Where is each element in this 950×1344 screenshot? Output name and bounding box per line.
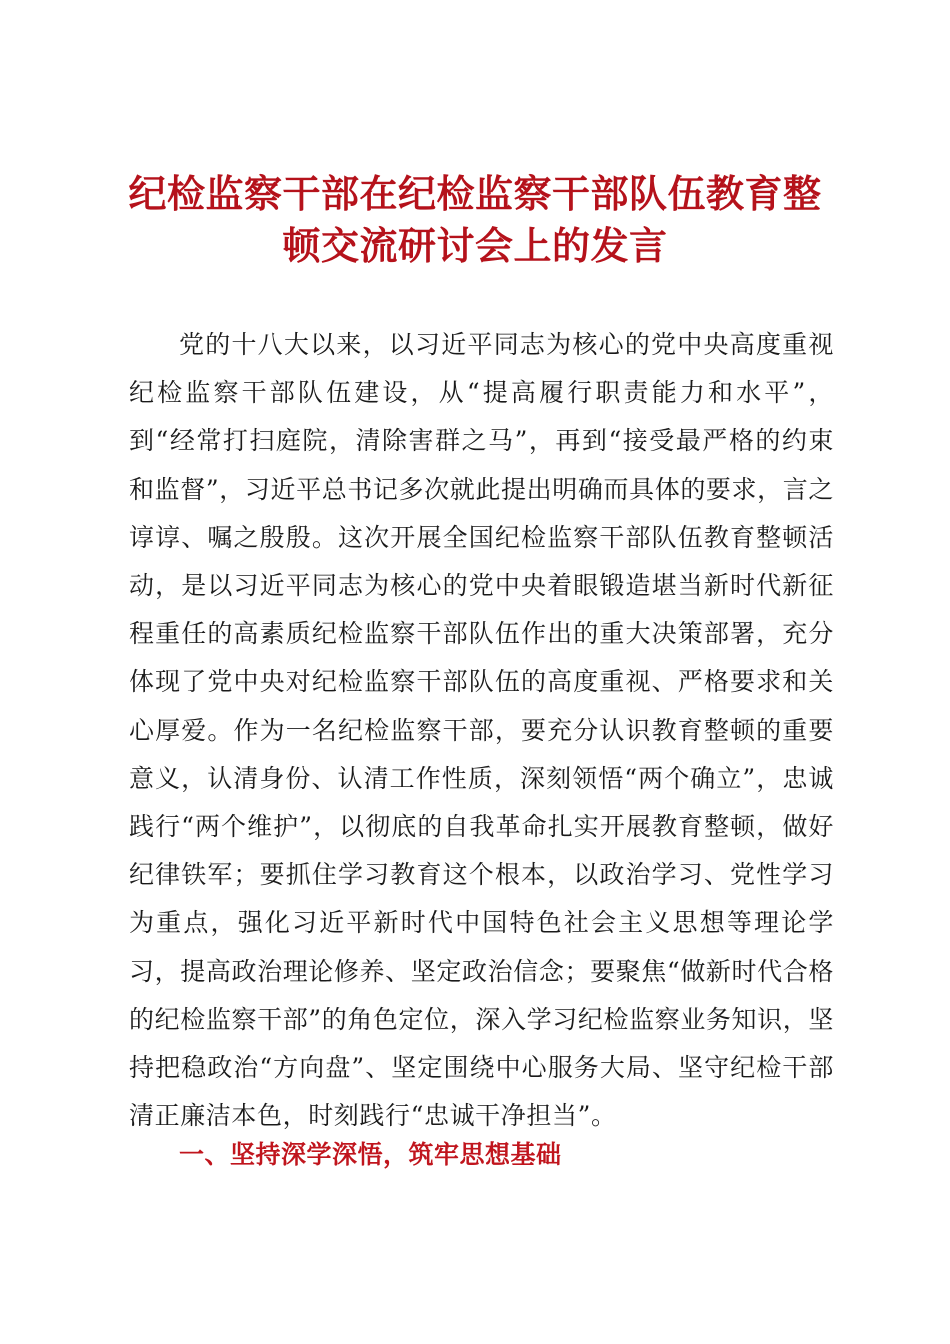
body-paragraph: 党的十八大以来，以习近平同志为核心的党中央高度重视纪检监察干部队伍建设，从“提高履行职责能力和水平”，到“经常打扫庭院，清除害群之马”，再到“接受最严格的约束和监督”，习近平总书记多次就此提出明确而具体的要求，言之谆谆、嘱之殷殷。这次开展全国纪检监察干部队伍教育整顿活动，是以习近平同志为核心的党中央着眼锻造堪当新时代新征程重任的高素质纪检监察干部队伍作出的重大决策部署，充分体现了党中央对纪检监察干部队伍的高度重视、严格要求和关心厚爱。作为一名纪检监察干部，要充分认识教育整顿的重要意义，认清身份、认清工作性质，深刻领悟“两个确立”，忠诚践行“两个维护”，以彻底的自我革命扎实开展教育整顿，做好纪律铁军；要抓住学习教育这个根本，以政治学习、党性学习为重点，强化习近平新时代中国特色社会主义思想等理论学习，提高政治理论修养、坚定政治信念；要聚焦“做新时代合格的纪检监察干部”的角色定位，深入学习纪检监察业务知识，坚持把稳政治“方向盘”、坚定围绕中心服务大局、坚守纪检干部清正廉洁本色，时刻践行“忠诚干净担当”。 — [129, 330, 834, 1131]
section-heading: 一、坚持深学深悟，筑牢思想基础 — [179, 1140, 562, 1169]
document-title: 纪检监察干部在纪检监察干部队伍教育整顿交流研讨会上的发言 — [128, 171, 822, 268]
